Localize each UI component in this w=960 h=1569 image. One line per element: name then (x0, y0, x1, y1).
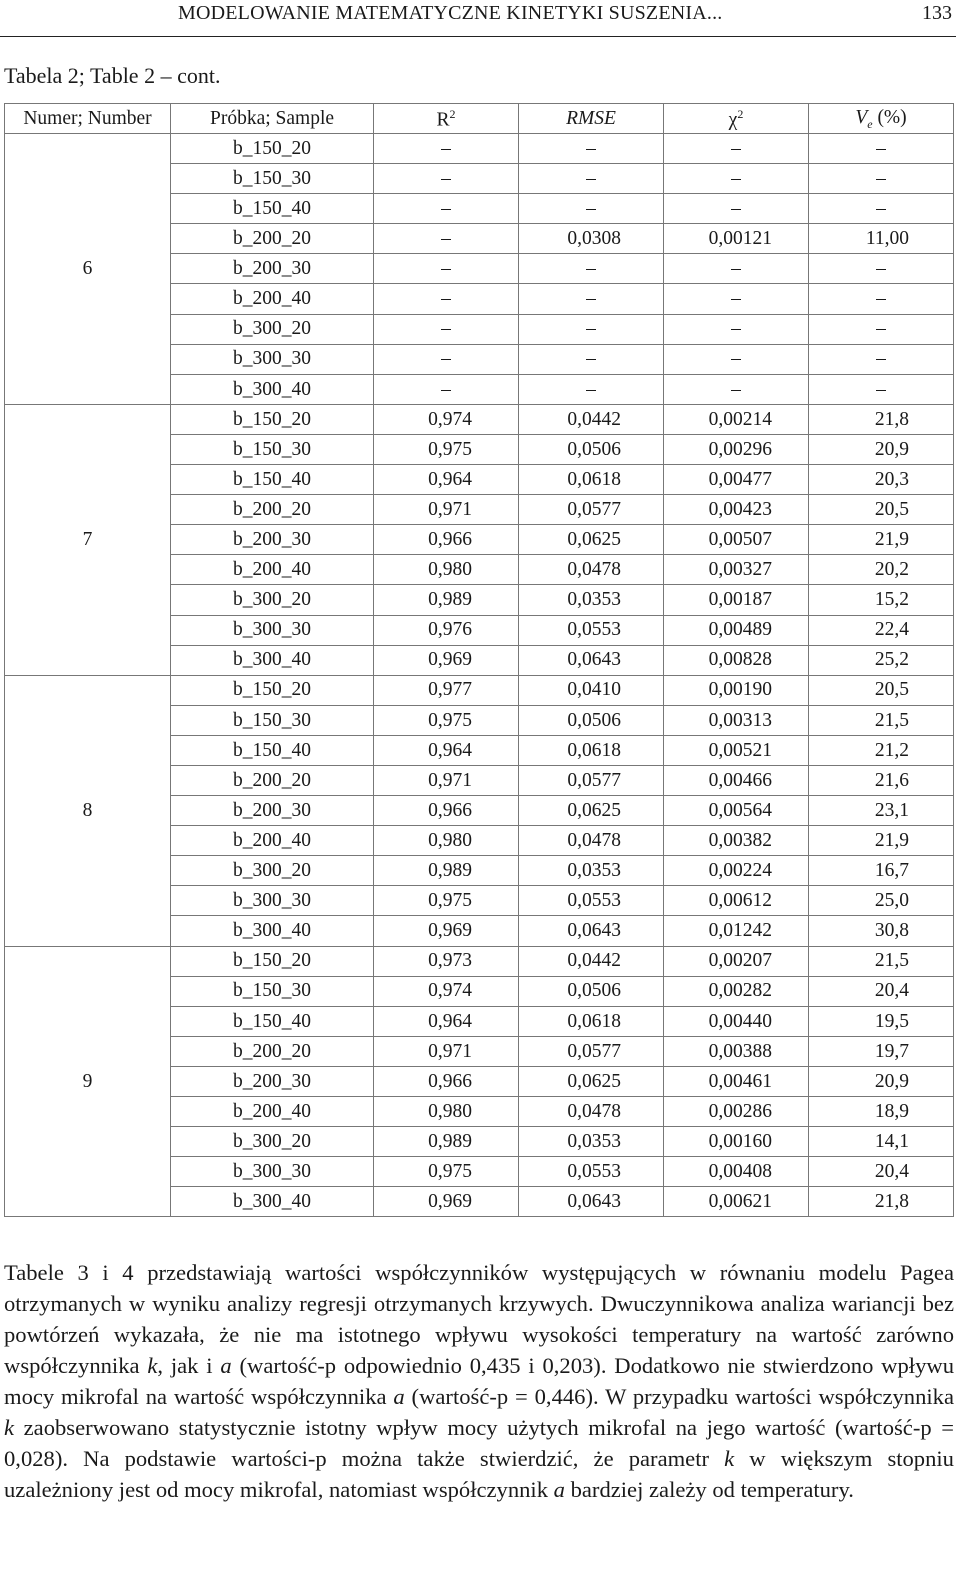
ve-cell: – (809, 374, 954, 404)
r2-cell: 0,977 (374, 675, 519, 705)
sample-cell: b_300_40 (171, 645, 374, 675)
ve-cell: 21,5 (809, 946, 954, 976)
r2-cell: 0,975 (374, 434, 519, 464)
table-header-row (5, 104, 954, 134)
ve-cell: 20,3 (809, 465, 954, 495)
sample-cell: b_200_30 (171, 1066, 374, 1096)
ve-cell: 14,1 (809, 1127, 954, 1157)
sample-cell: b_200_40 (171, 826, 374, 856)
sample-cell: b_150_30 (171, 976, 374, 1006)
rmse-cell: 0,0442 (519, 946, 664, 976)
ve-cell: 19,7 (809, 1036, 954, 1066)
chi2-cell: 0,00187 (664, 585, 809, 615)
chi2-cell: – (664, 374, 809, 404)
header-ve-subscript: e (867, 116, 873, 131)
r2-cell: 0,969 (374, 645, 519, 675)
ve-cell: 20,5 (809, 495, 954, 525)
r2-cell: 0,964 (374, 735, 519, 765)
ve-cell: 11,00 (809, 224, 954, 254)
rmse-cell: 0,0442 (519, 404, 664, 434)
chi2-cell: 0,00507 (664, 525, 809, 555)
ve-cell: 21,2 (809, 735, 954, 765)
sample-cell: b_300_40 (171, 916, 374, 946)
sample-cell: b_300_20 (171, 1127, 374, 1157)
rmse-cell: 0,0506 (519, 976, 664, 1006)
sample-cell: b_200_20 (171, 1036, 374, 1066)
sample-cell: b_150_30 (171, 705, 374, 735)
ve-cell: 21,9 (809, 826, 954, 856)
ve-cell: – (809, 284, 954, 314)
sample-cell: b_150_40 (171, 1006, 374, 1036)
sample-cell: b_200_20 (171, 765, 374, 795)
rmse-cell: 0,0553 (519, 886, 664, 916)
rmse-cell: 0,0410 (519, 675, 664, 705)
r2-cell: 0,974 (374, 976, 519, 1006)
sample-cell: b_300_30 (171, 886, 374, 916)
italic-symbol: k (4, 1415, 15, 1440)
header-sample (171, 104, 374, 134)
sample-cell: b_200_40 (171, 555, 374, 585)
running-header (0, 0, 956, 37)
r2-cell: 0,966 (374, 525, 519, 555)
rmse-cell: 0,0625 (519, 525, 664, 555)
chi2-cell: 0,00621 (664, 1187, 809, 1217)
ve-cell: 21,5 (809, 705, 954, 735)
rmse-cell: 0,0478 (519, 826, 664, 856)
chi2-cell: 0,00408 (664, 1157, 809, 1187)
ve-cell: 20,4 (809, 976, 954, 1006)
sample-cell: b_300_30 (171, 344, 374, 374)
ve-cell: 21,8 (809, 1187, 954, 1217)
sample-cell: b_200_30 (171, 796, 374, 826)
chi2-cell: 0,00160 (664, 1127, 809, 1157)
chi2-cell: 0,00296 (664, 434, 809, 464)
ve-cell: – (809, 134, 954, 164)
sample-cell: b_150_40 (171, 465, 374, 495)
rmse-cell: – (519, 284, 664, 314)
sample-cell: b_300_20 (171, 585, 374, 615)
italic-symbol: a (553, 1477, 565, 1502)
chi2-cell: 0,00461 (664, 1066, 809, 1096)
table-body (5, 134, 954, 1217)
rmse-cell: – (519, 314, 664, 344)
r2-cell: 0,969 (374, 1187, 519, 1217)
r2-cell: 0,964 (374, 1006, 519, 1036)
r2-cell: 0,975 (374, 705, 519, 735)
sample-cell: b_150_20 (171, 675, 374, 705)
ve-cell: – (809, 164, 954, 194)
rmse-cell: 0,0353 (519, 1127, 664, 1157)
ve-cell: 21,6 (809, 765, 954, 795)
r2-cell: 0,971 (374, 765, 519, 795)
r2-cell: 0,980 (374, 1097, 519, 1127)
header-chi2-label: χ (728, 109, 738, 130)
sample-cell: b_300_40 (171, 1187, 374, 1217)
chi2-cell: 0,00828 (664, 645, 809, 675)
rmse-cell: – (519, 134, 664, 164)
chi2-cell: 0,00282 (664, 976, 809, 1006)
r2-cell: 0,973 (374, 946, 519, 976)
rmse-cell: 0,0625 (519, 1066, 664, 1096)
rmse-cell: – (519, 344, 664, 374)
chi2-cell: – (664, 344, 809, 374)
r2-cell: 0,975 (374, 1157, 519, 1187)
chi2-cell: 0,00190 (664, 675, 809, 705)
chi2-cell: 0,00388 (664, 1036, 809, 1066)
ve-cell: 25,2 (809, 645, 954, 675)
table-row (5, 675, 954, 705)
ve-cell: – (809, 344, 954, 374)
r2-cell: 0,989 (374, 1127, 519, 1157)
sample-cell: b_150_40 (171, 194, 374, 224)
chi2-cell: 0,00327 (664, 555, 809, 585)
header-r2-superscript: 2 (449, 106, 456, 121)
r2-cell: 0,964 (374, 465, 519, 495)
rmse-cell: 0,0643 (519, 645, 664, 675)
ve-cell: 19,5 (809, 1006, 954, 1036)
r2-cell: – (374, 314, 519, 344)
r2-cell: 0,980 (374, 555, 519, 585)
ve-cell: 20,9 (809, 434, 954, 464)
table-row (5, 946, 954, 976)
ve-cell: 16,7 (809, 856, 954, 886)
sample-cell: b_150_30 (171, 434, 374, 464)
header-number (5, 104, 171, 134)
chi2-cell: 0,00224 (664, 856, 809, 886)
rmse-cell: 0,0618 (519, 735, 664, 765)
r2-cell: 0,971 (374, 1036, 519, 1066)
chi2-cell: – (664, 194, 809, 224)
header-ve-label: V (855, 106, 868, 128)
chi2-cell: 0,00521 (664, 735, 809, 765)
r2-cell: – (374, 224, 519, 254)
rmse-cell: 0,0506 (519, 705, 664, 735)
r2-cell: 0,974 (374, 404, 519, 434)
rmse-cell: 0,0577 (519, 765, 664, 795)
header-r2-label: R (436, 109, 450, 130)
rmse-cell: 0,0553 (519, 615, 664, 645)
chi2-cell: 0,00440 (664, 1006, 809, 1036)
rmse-cell: – (519, 194, 664, 224)
rmse-cell: 0,0353 (519, 585, 664, 615)
r2-cell: – (374, 284, 519, 314)
paragraph-text: , jak i (157, 1353, 221, 1378)
sample-cell: b_300_20 (171, 314, 374, 344)
rmse-cell: – (519, 164, 664, 194)
header-rmse (519, 104, 664, 134)
ve-cell: – (809, 254, 954, 284)
rmse-cell: 0,0643 (519, 1187, 664, 1217)
chi2-cell: 0,00286 (664, 1097, 809, 1127)
italic-symbol: a (393, 1384, 405, 1409)
italic-symbol: a (220, 1353, 232, 1378)
group-number-cell: 7 (5, 404, 171, 675)
ve-cell: 20,4 (809, 1157, 954, 1187)
sample-cell: b_200_20 (171, 495, 374, 525)
paragraph-text: (wartość-p odpowiednio 0,435 i 0,203). Dodatkowo nie stwierdzono wpływu mocy mikrofal na wartość współczynnika (4, 1353, 954, 1409)
table-caption: Tabela 2; Table 2 – cont. (4, 63, 221, 88)
chi2-cell: 0,00214 (664, 404, 809, 434)
rmse-cell: 0,0478 (519, 555, 664, 585)
chi2-cell: – (664, 164, 809, 194)
chi2-cell: 0,00313 (664, 705, 809, 735)
header-r2 (374, 104, 519, 134)
r2-cell: – (374, 344, 519, 374)
chi2-cell: 0,00612 (664, 886, 809, 916)
rmse-cell: 0,0308 (519, 224, 664, 254)
table-row (5, 404, 954, 434)
r2-cell: 0,975 (374, 886, 519, 916)
ve-cell: 21,9 (809, 525, 954, 555)
group-number-cell: 6 (5, 134, 171, 405)
paragraph-text: zaobserwowano statystycznie istotny wpływ mocy użytych mikrofal na jego wartość (wartość-p = 0,028). Na podstawie wartości-p można także stwierdzić, że parametr (4, 1415, 954, 1471)
header-number-label: Numer; Number (23, 107, 152, 129)
page-number: 133 (922, 2, 952, 24)
ve-cell: 15,2 (809, 585, 954, 615)
chi2-cell: – (664, 284, 809, 314)
sample-cell: b_300_30 (171, 615, 374, 645)
r2-cell: 0,971 (374, 495, 519, 525)
r2-cell: 0,966 (374, 1066, 519, 1096)
header-rmse-label: RMSE (566, 107, 616, 129)
sample-cell: b_200_30 (171, 254, 374, 284)
rmse-cell: 0,0625 (519, 796, 664, 826)
paragraph-text: bardziej zależy od temperatury. (564, 1477, 854, 1502)
header-sample-label: Próbka; Sample (209, 107, 335, 129)
header-chi2 (664, 104, 809, 134)
r2-cell: 0,976 (374, 615, 519, 645)
group-number-cell: 9 (5, 946, 171, 1217)
sample-cell: b_200_40 (171, 1097, 374, 1127)
r2-cell: 0,969 (374, 916, 519, 946)
ve-cell: 25,0 (809, 886, 954, 916)
ve-cell: 18,9 (809, 1097, 954, 1127)
chi2-cell: 0,00382 (664, 826, 809, 856)
rmse-cell: 0,0618 (519, 465, 664, 495)
r2-cell: 0,989 (374, 585, 519, 615)
r2-cell: – (374, 374, 519, 404)
r2-cell: – (374, 254, 519, 284)
chi2-cell: 0,00207 (664, 946, 809, 976)
ve-cell: 20,2 (809, 555, 954, 585)
ve-cell: 23,1 (809, 796, 954, 826)
sample-cell: b_150_30 (171, 164, 374, 194)
rmse-cell: – (519, 254, 664, 284)
body-paragraph (4, 1257, 954, 1505)
chi2-cell: 0,01242 (664, 916, 809, 946)
running-title: MODELOWANIE MATEMATYCZNE KINETYKI SUSZENIA... (178, 2, 723, 24)
chi2-cell: – (664, 254, 809, 284)
r2-cell: 0,989 (374, 856, 519, 886)
rmse-cell: 0,0506 (519, 434, 664, 464)
ve-cell: – (809, 194, 954, 224)
header-ve-unit: (%) (872, 106, 907, 128)
header-ve (809, 104, 954, 134)
chi2-cell: 0,00466 (664, 765, 809, 795)
sample-cell: b_150_40 (171, 735, 374, 765)
table-row (5, 134, 954, 164)
rmse-cell: 0,0553 (519, 1157, 664, 1187)
ve-cell: 30,8 (809, 916, 954, 946)
italic-symbol: k (724, 1446, 735, 1471)
r2-cell: 0,980 (374, 826, 519, 856)
header-chi2-superscript: 2 (737, 106, 744, 121)
rmse-cell: 0,0577 (519, 1036, 664, 1066)
chi2-cell: 0,00121 (664, 224, 809, 254)
chi2-cell: 0,00489 (664, 615, 809, 645)
chi2-cell: – (664, 134, 809, 164)
sample-cell: b_200_30 (171, 525, 374, 555)
ve-cell: 21,8 (809, 404, 954, 434)
r2-cell: – (374, 164, 519, 194)
paragraph-text: Tabele 3 i 4 przedstawiają wartości współczynników występujących w równaniu modelu Pagea otrzymanych w wyniku analizy regresji otrzymanych krzywych. Dwuczynnikowa analiza wariancji bez powtórzeń wykazała, że nie ma istotnego wpływu wysokości temperatury na wartość zarówno współczynnika (4, 1260, 954, 1378)
ve-cell: 20,9 (809, 1066, 954, 1096)
chi2-cell: – (664, 314, 809, 344)
group-number-cell: 8 (5, 675, 171, 946)
r2-cell: 0,966 (374, 796, 519, 826)
ve-cell: 22,4 (809, 615, 954, 645)
chi2-cell: 0,00477 (664, 465, 809, 495)
r2-cell: – (374, 194, 519, 224)
rmse-cell: 0,0643 (519, 916, 664, 946)
sample-cell: b_150_20 (171, 404, 374, 434)
sample-cell: b_150_20 (171, 946, 374, 976)
ve-cell: 20,5 (809, 675, 954, 705)
sample-cell: b_300_20 (171, 856, 374, 886)
sample-cell: b_200_20 (171, 224, 374, 254)
sample-cell: b_150_20 (171, 134, 374, 164)
paragraph-text: w większym stopniu uzależniony jest od mocy mikrofal, natomiast współczynnik (4, 1446, 954, 1502)
italic-symbol: k (147, 1353, 158, 1378)
rmse-cell: – (519, 374, 664, 404)
paragraph-text: (wartość-p = 0,446). W przypadku wartości współczynnika (404, 1384, 954, 1409)
rmse-cell: 0,0353 (519, 856, 664, 886)
r2-cell: – (374, 134, 519, 164)
sample-cell: b_200_40 (171, 284, 374, 314)
sample-cell: b_300_30 (171, 1157, 374, 1187)
results-table (4, 103, 954, 1217)
rmse-cell: 0,0478 (519, 1097, 664, 1127)
rmse-cell: 0,0577 (519, 495, 664, 525)
ve-cell: – (809, 314, 954, 344)
chi2-cell: 0,00564 (664, 796, 809, 826)
rmse-cell: 0,0618 (519, 1006, 664, 1036)
sample-cell: b_300_40 (171, 374, 374, 404)
chi2-cell: 0,00423 (664, 495, 809, 525)
